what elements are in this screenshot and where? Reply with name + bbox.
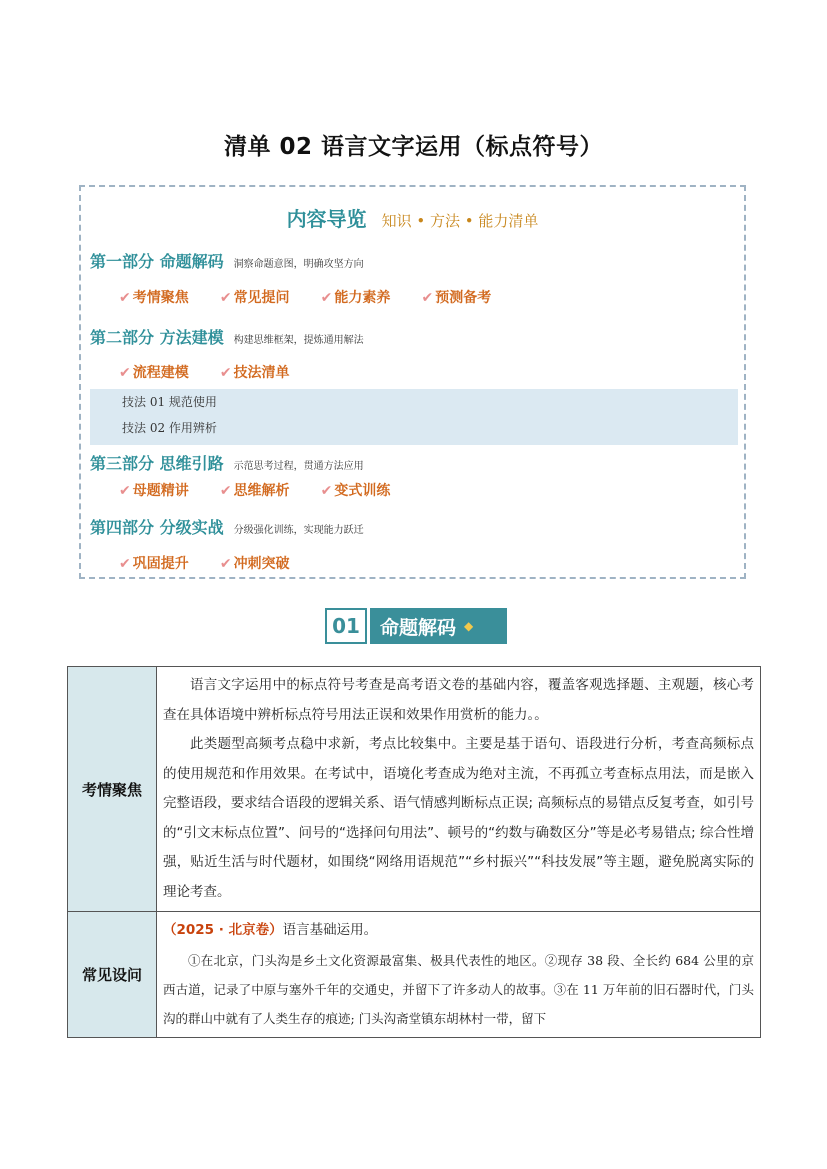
question-prompt [163, 916, 754, 946]
tag-item[interactable]: ✔ 能力素养 [320, 290, 391, 306]
tag-item[interactable]: ✔ 常见提问 [219, 290, 290, 306]
paragraph: 此类题型高频考点稳中求新，考点比较集中。主要是基于语句、语段进行分析，考查高频标点的使用规范和作用效果。在考试中，语境化考查成为绝对主流，不再孤立考查标点用法，而是嵌入完整语段，要求结合语段的逻辑关系、语气情感判断标点正误; 高频标点的易错点反复考查，如引号的“引文末标点位置”、问号的“选择问句用法”、顿号的“约数与确数区分”等是必考易错点; 综合性增强，贴近生活与时代题材，如围绕“网络用语规范”“乡村振兴”“科技发展”等主题，避免脱离实际的理论考查。 [163, 736, 754, 900]
check-icon: ✔ [119, 483, 131, 499]
part-3-desc: 示范思考过程，贯通方法应用 [233, 461, 364, 472]
check-icon: ✔ [421, 290, 434, 306]
row-label: 常见设问 [68, 912, 157, 1038]
row-label: 考情聚焦 [68, 667, 157, 912]
check-icon: ✔ [219, 365, 232, 381]
tag-item[interactable]: ✔ 预测备考 [421, 290, 492, 306]
section-number: 01 [325, 608, 367, 644]
tag-item[interactable]: ✔ 技法清单 [219, 365, 290, 381]
prompt-text: 语言基础运用。 [282, 922, 378, 938]
part-3-heading [90, 451, 364, 474]
method-list [90, 389, 738, 445]
content-table [67, 666, 761, 1038]
check-icon: ✔ [320, 290, 333, 306]
method-item[interactable]: 技法 01 规范使用 [122, 395, 217, 409]
tag-item[interactable]: ✔ 冲刺突破 [219, 556, 290, 572]
part-2-title: 第二部分 方法建模 [90, 328, 224, 347]
tag-item[interactable]: ✔ 流程建模 [119, 365, 189, 381]
check-icon: ✔ [219, 483, 232, 499]
tag-item[interactable]: ✔ 母题精讲 [119, 483, 189, 499]
part-3-tags [119, 480, 416, 500]
section-label-text: 命题解码 [380, 616, 457, 639]
part-4-title: 第四部分 分级实战 [90, 518, 224, 537]
check-icon: ✔ [119, 290, 131, 306]
part-1-tags [119, 287, 517, 307]
page-title: 清单 02 语言文字运用（标点符号） [223, 134, 604, 160]
check-icon: ✔ [119, 556, 131, 572]
diamond-icon: ◆ [464, 619, 474, 633]
section-badge [325, 608, 507, 644]
part-4-tags [119, 553, 316, 573]
method-item[interactable]: 技法 02 作用辨析 [122, 421, 217, 435]
tag-item[interactable]: ✔ 思维解析 [219, 483, 290, 499]
part-4-heading [90, 515, 364, 538]
part-2-heading [90, 325, 364, 348]
part-1-desc: 洞察命题意图，明确攻坚方向 [233, 259, 364, 270]
check-icon: ✔ [219, 290, 232, 306]
content-overview-box [79, 185, 746, 579]
row-content [157, 667, 761, 912]
paragraph: 语言文字运用中的标点符号考查是高考语文卷的基础内容，覆盖客观选择题、主观题，核心考查在具体语境中辨析标点符号用法正误和效果作用赏析的能力。。 [163, 677, 754, 723]
check-icon: ✔ [219, 556, 232, 572]
part-2-desc: 构建思维框架，提炼通用解法 [233, 335, 364, 346]
table-row [68, 667, 761, 912]
part-1-heading [90, 249, 364, 272]
tag-item[interactable]: ✔ 考情聚焦 [119, 290, 189, 306]
exam-source: （2025 · 北京卷） [163, 922, 283, 938]
overview-subheading: 知识 • 方法 • 能力清单 [381, 212, 539, 230]
tag-item[interactable]: ✔ 变式训练 [320, 483, 391, 499]
row-content [157, 912, 761, 1038]
excerpt-text: ①在北京，门头沟是乡土文化资源最富集、极具代表性的地区。②现存 38 段、全长约 684 公里的京西古道，记录了中原与塞外千年的交通史，并留下了许多动人的故事。③在 11 万年前的旧石器时代，门头沟的群山中就有了人类生存的痕迹; 门头沟斋堂镇东胡林村一带，留下 [163, 952, 754, 1026]
tag-item[interactable]: ✔ 巩固提升 [119, 556, 189, 572]
overview-heading: 内容导览 [286, 207, 367, 231]
part-1-title: 第一部分 命题解码 [90, 252, 224, 271]
part-4-desc: 分级强化训练，实现能力跃迁 [233, 525, 364, 536]
overview-header [81, 203, 744, 232]
check-icon: ✔ [320, 483, 333, 499]
part-2-tags [119, 362, 316, 382]
check-icon: ✔ [119, 365, 131, 381]
part-3-title: 第三部分 思维引路 [90, 454, 224, 473]
section-label [370, 608, 507, 644]
table-row [68, 912, 761, 1038]
